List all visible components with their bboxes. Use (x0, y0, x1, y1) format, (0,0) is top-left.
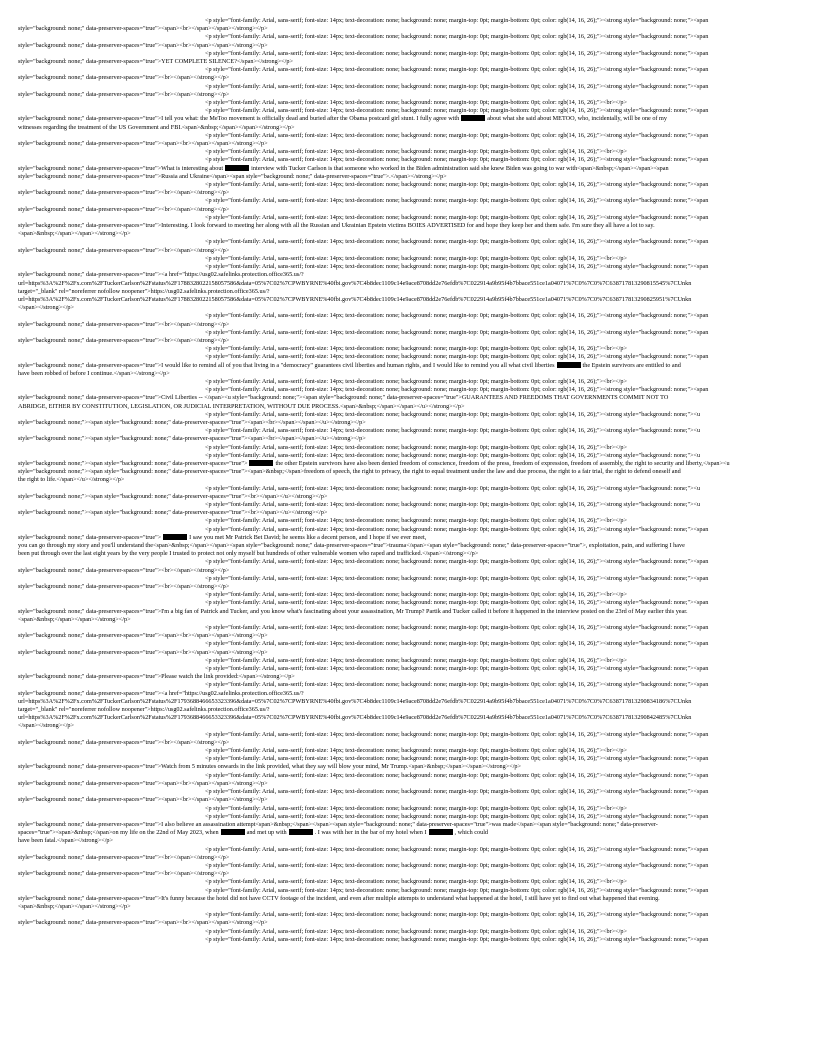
line-text: <p style="font-family: Arial, sans-serif; font-size: 14px; text-decoration: none; background: none; margin-top: 0pt; margin-bottom: 0pt; color: rgb(14, 16, 26);"><br></p> (205, 927, 627, 935)
redaction-bar (163, 534, 187, 540)
line-text: </span></strong></p> (18, 304, 74, 312)
line-text: <p style="font-family: Arial, sans-serif; font-size: 14px; text-decoration: none; background: none; margin-top: 0pt; margin-bottom: 0pt; color: rgb(14, 16, 26);"><strong style="background: none;"><u (205, 451, 701, 459)
document-line (18, 17, 806, 25)
line-text: <p style="font-family: Arial, sans-serif; font-size: 14px; text-decoration: none; background: none; margin-top: 0pt; margin-bottom: 0pt; color: rgb(14, 16, 26);"><strong style="background: none;"><span (205, 861, 709, 869)
document-line (18, 583, 806, 591)
line-text: <p style="font-family: Arial, sans-serif; font-size: 14px; text-decoration: none; background: none; margin-top: 0pt; margin-bottom: 0pt; color: rgb(14, 16, 26);"><strong style="background: none;"><span (205, 665, 709, 673)
document-line (18, 394, 806, 402)
line-text: style="background: none;" data-preserver-spaces="true">I tell you what: the MeToo movement is officially dead and buried after the Obama postcard girl stunt. I fully agree with (18, 115, 460, 123)
document-line (18, 124, 806, 132)
line-text: <p style="font-family: Arial, sans-serif; font-size: 14px; text-decoration: none; background: none; margin-top: 0pt; margin-bottom: 0pt; color: rgb(14, 16, 26);"><br></p> (205, 377, 627, 385)
document-line (18, 50, 806, 58)
document-line (18, 509, 806, 517)
document-line (18, 821, 806, 829)
redaction-bar (249, 460, 273, 466)
document-line (18, 731, 806, 739)
document-line (18, 599, 806, 607)
line-text: style="background: none;" data-preserver-spaces="true">Civil Liberties -- </span><u style="background: none;"><span style="background: none;" data-preserver-spaces="true">GUARANTEES AND FREEDOMS THAT GOVERNMENTS COMMIT NOT TO (18, 394, 669, 402)
line-text: <p style="font-family: Arial, sans-serif; font-size: 14px; text-decoration: none; background: none; margin-top: 0pt; margin-bottom: 0pt; color: rgb(14, 16, 26);"><strong style="background: none;"><span (205, 755, 709, 763)
line-text: <p style="font-family: Arial, sans-serif; font-size: 14px; text-decoration: none; background: none; margin-top: 0pt; margin-bottom: 0pt; color: rgb(14, 16, 26);"><strong style="background: none;"><span (205, 131, 709, 139)
line-text: <p style="font-family: Arial, sans-serif; font-size: 14px; text-decoration: none; background: none; margin-top: 0pt; margin-bottom: 0pt; color: rgb(14, 16, 26);"><br></p> (205, 148, 627, 156)
line-text-continued: about what she said about METOO, who, incidentally, will be one of my (487, 115, 667, 123)
document-line (18, 493, 806, 501)
document-line (18, 681, 806, 689)
document-line (18, 173, 806, 181)
line-text: style="background: none;" data-preserver-spaces="true"><span><br></span></span></strong></p> (18, 41, 268, 49)
document-line (18, 353, 806, 361)
document-line (18, 99, 806, 107)
line-text: <p style="font-family: Arial, sans-serif; font-size: 14px; text-decoration: none; background: none; margin-top: 0pt; margin-bottom: 0pt; color: rgb(14, 16, 26);"><br></p> (205, 591, 627, 599)
line-text: <p style="font-family: Arial, sans-serif; font-size: 14px; text-decoration: none; background: none; margin-top: 0pt; margin-bottom: 0pt; color: rgb(14, 16, 26);"><strong style="background: none;"><span (205, 181, 709, 189)
line-text: <p style="font-family: Arial, sans-serif; font-size: 14px; text-decoration: none; background: none; margin-top: 0pt; margin-bottom: 0pt; color: rgb(14, 16, 26);"><strong style="background: none;"><span (205, 525, 709, 533)
document-line (18, 107, 806, 115)
redaction-bar (225, 165, 249, 171)
line-text: <p style="font-family: Arial, sans-serif; font-size: 14px; text-decoration: none; background: none; margin-top: 0pt; margin-bottom: 0pt; color: rgb(14, 16, 26);"><strong style="background: none;"><span (205, 66, 709, 74)
document-line (18, 772, 806, 780)
document-line (18, 263, 806, 271)
document-line (18, 132, 806, 140)
document-line (18, 444, 806, 452)
document-line (18, 271, 806, 279)
line-text: <p style="font-family: Arial, sans-serif; font-size: 14px; text-decoration: none; background: none; margin-top: 0pt; margin-bottom: 0pt; color: rgb(14, 16, 26);"><strong style="background: none;"><span (205, 788, 709, 796)
line-text: style="background: none;" data-preserver-spaces="true"><br></span></strong></p> (18, 320, 230, 328)
line-text-continued: , which could (454, 829, 489, 837)
line-text: <p style="font-family: Arial, sans-serif; font-size: 14px; text-decoration: none; background: none; margin-top: 0pt; margin-bottom: 0pt; color: rgb(14, 16, 26);"><br></p> (205, 656, 627, 664)
line-text: <p style="font-family: Arial, sans-serif; font-size: 14px; text-decoration: none; background: none; margin-top: 0pt; margin-bottom: 0pt; color: rgb(14, 16, 26);"><strong style="background: none;"><span (205, 197, 709, 205)
document-line (18, 403, 806, 411)
line-text: style="background: none;" data-preserver-spaces="true"><br></span></strong></p> (18, 189, 230, 197)
document-line (18, 714, 806, 722)
line-text: url=https%3A%2F%2Fx.com%2FTuckerCarlson%2Fstatus%2F1788328022158057586&data=05%7C02%7CPWBYRNE%40fbi.gov%7C4b8dec1109c14e9ace8708dd2e76efdb%7C022914a9b95f4b7bbace551ce1a04071%7C0%7C0%7C638717813290815545%7CUnkn (18, 279, 692, 287)
document-line (18, 936, 806, 944)
document-line (18, 74, 806, 82)
document-line (18, 337, 806, 345)
line-text: <p style="font-family: Arial, sans-serif; font-size: 14px; text-decoration: none; background: none; margin-top: 0pt; margin-bottom: 0pt; color: rgb(14, 16, 26);"><strong style="background: none;"><span (205, 328, 709, 336)
document-line (18, 895, 806, 903)
document-line (18, 829, 806, 837)
line-text: style="background: none;" data-preserver-spaces="true"><span><br></span></span></strong></p> (18, 648, 268, 656)
document-line (18, 427, 806, 435)
line-text: style="background: none;" data-preserver-spaces="true">YET COMPLETE SILENCE?</span></strong></p> (18, 58, 293, 66)
line-text: style="background: none;" data-preserver-spaces="true"><br></span></strong></p> (18, 566, 230, 574)
line-text: style="background: none;"><span style="background: none;" data-preserver-spaces="true"><span><br></span></span></u></strong></p> (18, 418, 366, 426)
document-line (18, 722, 806, 730)
document-line (18, 419, 806, 427)
document-line (18, 476, 806, 484)
document-line (18, 288, 806, 296)
document-line (18, 312, 806, 320)
line-text-continued: interview with Tucker Carlson is that someone who worked in the Biden administration said she knew Biden was going to war with<span>&nbsp;</span></span><span (251, 164, 669, 172)
document-line (18, 485, 806, 493)
document-line (18, 140, 806, 148)
line-text: <p style="font-family: Arial, sans-serif; font-size: 14px; text-decoration: none; background: none; margin-top: 0pt; margin-bottom: 0pt; color: rgb(14, 16, 26);"><br></p> (205, 747, 627, 755)
document-line (18, 501, 806, 509)
document-line (18, 189, 806, 197)
document-line (18, 640, 806, 648)
line-text: <p style="font-family: Arial, sans-serif; font-size: 14px; text-decoration: none; background: none; margin-top: 0pt; margin-bottom: 0pt; color: rgb(14, 16, 26);"><strong style="background: none;"><span (205, 17, 709, 24)
document-line (18, 411, 806, 419)
line-text: style="background: none;" data-preserver-spaces="true"><br></span></strong></p> (18, 246, 230, 254)
document-line (18, 238, 806, 246)
line-text: style="background: none;" data-preserver-spaces="true">I would like to remind all of you that living in a "democracy" guarantees civil liberties and human rights, and I would like to remind you all what civil liberties (18, 361, 555, 369)
line-text: style="background: none;"><span style="background: none;" data-preserver-spaces="true"><span><br></span></span></u></strong></p> (18, 435, 366, 443)
document-line (18, 854, 806, 862)
document-line (18, 345, 806, 353)
line-text: <p style="font-family: Arial, sans-serif; font-size: 14px; text-decoration: none; background: none; margin-top: 0pt; margin-bottom: 0pt; color: rgb(14, 16, 26);"><strong style="background: none;"><span (205, 82, 709, 90)
line-text: style="background: none;" data-preserver-spaces="true"><span><br></span></span></strong></p> (18, 632, 268, 640)
line-text-continued: the Epstein survivors are entitled to and (582, 361, 681, 369)
document-line (18, 115, 806, 123)
document-line (18, 280, 806, 288)
document-line (18, 567, 806, 575)
document-line (18, 25, 806, 33)
document-line (18, 837, 806, 845)
line-text: style="background: none;" data-preserver-spaces="true"><br></span></strong></p> (18, 74, 230, 82)
line-text: <p style="font-family: Arial, sans-serif; font-size: 14px; text-decoration: none; background: none; margin-top: 0pt; margin-bottom: 0pt; color: rgb(14, 16, 26);"><strong style="background: none;"><span (205, 33, 709, 41)
line-text: <p style="font-family: Arial, sans-serif; font-size: 14px; text-decoration: none; background: none; margin-top: 0pt; margin-bottom: 0pt; color: rgb(14, 16, 26);"><strong style="background: none;"><u (205, 427, 701, 435)
line-text: style="background: none;" data-preserver-spaces="true"><br></span></strong></p> (18, 336, 230, 344)
document-line (18, 378, 806, 386)
document-line (18, 534, 806, 542)
line-text: <p style="font-family: Arial, sans-serif; font-size: 14px; text-decoration: none; background: none; margin-top: 0pt; margin-bottom: 0pt; color: rgb(14, 16, 26);"><strong style="background: none;"><span (205, 574, 709, 582)
line-text: <p style="font-family: Arial, sans-serif; font-size: 14px; text-decoration: none; background: none; margin-top: 0pt; margin-bottom: 0pt; color: rgb(14, 16, 26);"><strong style="background: none;"><span (205, 730, 709, 738)
source-text-body (18, 17, 806, 944)
line-text: <p style="font-family: Arial, sans-serif; font-size: 14px; text-decoration: none; background: none; margin-top: 0pt; margin-bottom: 0pt; color: rgb(14, 16, 26);"><strong style="background: none;"><span (205, 156, 709, 164)
document-line (18, 91, 806, 99)
document-line (18, 304, 806, 312)
line-text: <p style="font-family: Arial, sans-serif; font-size: 14px; text-decoration: none; background: none; margin-top: 0pt; margin-bottom: 0pt; color: rgb(14, 16, 26);"><strong style="background: none;"><span (205, 886, 709, 894)
document-line (18, 813, 806, 821)
line-text: <p style="font-family: Arial, sans-serif; font-size: 14px; text-decoration: none; background: none; margin-top: 0pt; margin-bottom: 0pt; color: rgb(14, 16, 26);"><br></p> (205, 804, 627, 812)
line-text: <p style="font-family: Arial, sans-serif; font-size: 14px; text-decoration: none; background: none; margin-top: 0pt; margin-bottom: 0pt; color: rgb(14, 16, 26);"><br></p> (205, 345, 627, 353)
line-text: style="background: none;" data-preserver-spaces="true"><br></span></strong></p> (18, 870, 230, 878)
line-text: style="background: none;" data-preserver-spaces="true"><span><br></span></span></strong></p> (18, 25, 268, 33)
document-line (18, 542, 806, 550)
document-line (18, 673, 806, 681)
line-text-continued: the other Epstein survivors have also been denied freedom of conscience, freedom of the press, freedom of expression, freedom of assembly, the right to security and liberty,</span><u (275, 459, 730, 467)
document-line (18, 222, 806, 230)
line-text: been put through over the last eight years by the very people I trusted to protect not only myself but hundreds of other vulnerable women who raped and trafficked.</span></strong></p> (18, 550, 479, 558)
line-text: <p style="font-family: Arial, sans-serif; font-size: 14px; text-decoration: none; background: none; margin-top: 0pt; margin-bottom: 0pt; color: rgb(14, 16, 26);"><strong style="background: none;"><u (205, 410, 701, 418)
line-text: <span>&nbsp;</span></span></strong></p> (18, 230, 131, 238)
document-line (18, 460, 806, 468)
line-text: <p style="font-family: Arial, sans-serif; font-size: 14px; text-decoration: none; background: none; margin-top: 0pt; margin-bottom: 0pt; color: rgb(14, 16, 26);"><strong style="background: none;"><span (205, 558, 709, 566)
line-text: <p style="font-family: Arial, sans-serif; font-size: 14px; text-decoration: none; background: none; margin-top: 0pt; margin-bottom: 0pt; color: rgb(14, 16, 26);"><br></p> (205, 517, 627, 525)
document-line (18, 83, 806, 91)
line-text: <p style="font-family: Arial, sans-serif; font-size: 14px; text-decoration: none; background: none; margin-top: 0pt; margin-bottom: 0pt; color: rgb(14, 16, 26);"><strong style="background: none;"><span (205, 238, 709, 246)
line-text: <p style="font-family: Arial, sans-serif; font-size: 14px; text-decoration: none; background: none; margin-top: 0pt; margin-bottom: 0pt; color: rgb(14, 16, 26);"><strong style="background: none;"><span (205, 312, 709, 320)
line-text: url=https%3A%2F%2Fx.com%2FTuckerCarlson%2Fstatus%2F1793688466653323396&data=05%7C02%7CPWBYRNE%40fbi.gov%7C4b8dec1109c14e9ace8708dd2e76efdb%7C022914a9b95f4b7bbace551ce1a04071%7C0%7C0%7C638717813290842485%7CUnkn (18, 714, 692, 722)
document-line (18, 870, 806, 878)
document-line (18, 805, 806, 813)
document-line (18, 370, 806, 378)
line-text: style="background: none;" data-preserver-spaces="true"><br></span></strong></p> (18, 90, 230, 98)
line-text: <p style="font-family: Arial, sans-serif; font-size: 14px; text-decoration: none; background: none; margin-top: 0pt; margin-bottom: 0pt; color: rgb(14, 16, 26);"><br></p> (205, 99, 627, 107)
line-text: style="background: none;" data-preserver-spaces="true"><a href="https://usg02.safelinks.protection.office365.us/? (18, 689, 304, 697)
line-text: <p style="font-family: Arial, sans-serif; font-size: 14px; text-decoration: none; background: none; margin-top: 0pt; margin-bottom: 0pt; color: rgb(14, 16, 26);"><strong style="background: none;"><span (205, 681, 709, 689)
line-text: <p style="font-family: Arial, sans-serif; font-size: 14px; text-decoration: none; background: none; margin-top: 0pt; margin-bottom: 0pt; color: rgb(14, 16, 26);"><strong style="background: none;"><span (205, 599, 709, 607)
document-line (18, 862, 806, 870)
document-line (18, 632, 806, 640)
line-text: style="background: none;" data-preserver-spaces="true"><span><br></span></span></strong></p> (18, 919, 268, 927)
line-text: style="background: none;"><span style="background: none;" data-preserver-spaces="true"> (18, 459, 248, 467)
document-line (18, 788, 806, 796)
line-text: have been robbed of before I continue.</span></strong></p> (18, 369, 170, 377)
document-line (18, 780, 806, 788)
document-line (18, 690, 806, 698)
line-text: <span>&nbsp;</span></span></strong></p> (18, 902, 131, 910)
line-text-continued: I saw you met Mr Patrick Bet David; he seems like a decent person, and I hope if we ever meet, (189, 533, 427, 541)
line-text: <p style="font-family: Arial, sans-serif; font-size: 14px; text-decoration: none; background: none; margin-top: 0pt; margin-bottom: 0pt; color: rgb(14, 16, 26);"><strong style="background: none;"><span (205, 263, 709, 271)
document-line (18, 919, 806, 927)
document-line (18, 763, 806, 771)
document-line (18, 903, 806, 911)
line-text: style="background: none;" data-preserver-spaces="true">Interesting. I look forward to meeting her along with all the Russian and Ukrainian Epstein victims BOIES ADVERTISED for and hope they keep her and them safe. I'm sure they all have a lot to say. (18, 222, 655, 230)
line-text: style="background: none;" data-preserver-spaces="true"><span><br></span></span></strong></p> (18, 779, 268, 787)
document-line (18, 911, 806, 919)
document-line (18, 526, 806, 534)
document-line (18, 33, 806, 41)
document-line (18, 386, 806, 394)
line-text: style="background: none;"><span style="background: none;" data-preserver-spaces="true"><br></span></u></strong></p> (18, 492, 328, 500)
document-line (18, 706, 806, 714)
line-text: <p style="font-family: Arial, sans-serif; font-size: 14px; text-decoration: none; background: none; margin-top: 0pt; margin-bottom: 0pt; color: rgb(14, 16, 26);"><strong style="background: none;"><span (205, 771, 709, 779)
document-line (18, 846, 806, 854)
document-line (18, 698, 806, 706)
document-line (18, 296, 806, 304)
line-text: url=https%3A%2F%2Fx.com%2FTuckerCarlson%2Fstatus%2F1793688466653323396&data=05%7C02%7CPWBYRNE%40fbi.gov%7C4b8dec1109c14e9ace8708dd2e76efdb%7C022914a9b95f4b7bbace551ce1a04071%7C0%7C0%7C638717813290834186%7CUnkn (18, 697, 692, 705)
redaction-bar (221, 829, 245, 835)
line-text: spaces="true"><span>&nbsp;</span>on my life on the 22nd of May 2023, when (18, 829, 219, 837)
line-text: <p style="font-family: Arial, sans-serif; font-size: 14px; text-decoration: none; background: none; margin-top: 0pt; margin-bottom: 0pt; color: rgb(14, 16, 26);"><br></p> (205, 443, 627, 451)
document-line (18, 156, 806, 164)
document-line (18, 591, 806, 599)
document-line (18, 887, 806, 895)
document-line (18, 181, 806, 189)
document-line (18, 230, 806, 238)
line-text: have been fatal.</span></strong></p> (18, 837, 113, 845)
line-text: style="background: none;" data-preserver-spaces="true"><br></span></strong></p> (18, 583, 230, 591)
line-text: style="background: none;" data-preserver-spaces="true"><span><br></span></span></strong></p> (18, 796, 268, 804)
line-text-continued: . I was with her in the bar of my hotel when I (314, 829, 427, 837)
document-line (18, 657, 806, 665)
document-line (18, 58, 806, 66)
document-line (18, 362, 806, 370)
line-text: the right to life.</span></u></strong></p> (18, 476, 125, 484)
line-text: style="background: none;" data-preserver-spaces="true">Watch from 5 minutes onwards in the link provided, what they say will blow your mind, Mr Trump.<span>&nbsp;</span></span></strong></p> (18, 763, 522, 771)
line-text: style="background: none;" data-preserver-spaces="true"><a href="https://usg02.safelinks.protection.office365.us/? (18, 271, 304, 279)
document-line (18, 42, 806, 50)
redaction-bar (289, 829, 313, 835)
document-line (18, 616, 806, 624)
line-text: target="_blank" rel="noreferrer nofollow noopener">https://usg02.safelinks.protection.office365.us/? (18, 706, 270, 714)
document-line (18, 517, 806, 525)
line-text: <p style="font-family: Arial, sans-serif; font-size: 14px; text-decoration: none; background: none; margin-top: 0pt; margin-bottom: 0pt; color: rgb(14, 16, 26);"><strong style="background: none;"><span (205, 49, 709, 57)
document-line (18, 452, 806, 460)
document-line (18, 214, 806, 222)
document-line (18, 608, 806, 616)
document-line (18, 755, 806, 763)
document-line (18, 329, 806, 337)
line-text: <p style="font-family: Arial, sans-serif; font-size: 14px; text-decoration: none; background: none; margin-top: 0pt; margin-bottom: 0pt; color: rgb(14, 16, 26);"><strong style="background: none;"><span (205, 845, 709, 853)
line-text: style="background: none;" data-preserver-spaces="true">Please watch the link provided:</span></strong></p> (18, 673, 295, 681)
line-text: style="background: none;" data-preserver-spaces="true"><br></span></strong></p> (18, 205, 230, 213)
document-line (18, 255, 806, 263)
line-text: style="background: none;" data-preserver-spaces="true">Russia and Ukraine</span><span style="background: none;" data-preserver-spaces="true">.</span></strong></p> (18, 172, 447, 180)
document-line (18, 197, 806, 205)
line-text: <p style="font-family: Arial, sans-serif; font-size: 14px; text-decoration: none; background: none; margin-top: 0pt; margin-bottom: 0pt; color: rgb(14, 16, 26);"><strong style="background: none;"><span (205, 935, 709, 943)
document-line (18, 247, 806, 255)
document-line (18, 796, 806, 804)
line-text: witnesses regarding the treatment of the US Government and FBI.<span>&nbsp;</span></span></strong></p> (18, 123, 295, 131)
line-text: </span></strong></p> (18, 722, 74, 730)
line-text: style="background: none;"><span style="background: none;" data-preserver-spaces="true"><br></span></u></strong></p> (18, 509, 328, 517)
document-line (18, 649, 806, 657)
line-text: <p style="font-family: Arial, sans-serif; font-size: 14px; text-decoration: none; background: none; margin-top: 0pt; margin-bottom: 0pt; color: rgb(14, 16, 26);"><strong style="background: none;"><u (205, 500, 701, 508)
redaction-bar (429, 829, 453, 835)
line-text-continued: and met up with (246, 829, 287, 837)
line-text: <p style="font-family: Arial, sans-serif; font-size: 14px; text-decoration: none; background: none; margin-top: 0pt; margin-bottom: 0pt; color: rgb(14, 16, 26);"><strong style="background: none;"><span (205, 812, 709, 820)
line-text: you can go through my story and you'll understand the<span>&nbsp;</span></span><span style="background: none;" data-preserver-spaces="true">trauma</span><span style="background: none;" data-preserver-spaces="true">, exploitation, pain, and suffering I have (18, 542, 685, 549)
document-line (18, 165, 806, 173)
line-text: url=https%3A%2F%2Fx.com%2FTuckerCarlson%2Fstatus%2F1788328022158057586&data=05%7C02%7CPWBYRNE%40fbi.gov%7C4b8dec1109c14e9ace8708dd2e76efdb%7C022914a9b95f4b7bbace551ce1a04071%7C0%7C0%7C638717813290825951%7CUnkn (18, 295, 692, 303)
line-text: style="background: none;" data-preserver-spaces="true">I'm a big fan of Patrick and Tucker, and you know what's fascinating about your assassination, Mr Trump? Partik and Tucker called it before it happened in the interview posted on the 23rd of May earlier this year. (18, 607, 688, 615)
line-text: style="background: none;" data-preserver-spaces="true">I also believe an assassination attempt<span>&nbsp;</span></span><span style="background: none;" data-preserver-spaces="true">was made</span><span style="background: none;" data-preserver- (18, 820, 658, 828)
line-text: <p style="font-family: Arial, sans-serif; font-size: 14px; text-decoration: none; background: none; margin-top: 0pt; margin-bottom: 0pt; color: rgb(14, 16, 26);"><strong style="background: none;"><span (205, 213, 709, 221)
line-text: style="background: none;"><span style="background: none;" data-preserver-spaces="true"><span>&nbsp;</span>freedom of speech, the right to privacy, the right to equal treatment under the law and due process, the right to a fair trial, the right to defend oneself and (18, 468, 681, 476)
document-line (18, 747, 806, 755)
document-line (18, 435, 806, 443)
document-line (18, 928, 806, 936)
line-text: <p style="font-family: Arial, sans-serif; font-size: 14px; text-decoration: none; background: none; margin-top: 0pt; margin-bottom: 0pt; color: rgb(14, 16, 26);"><br></p> (205, 878, 627, 886)
line-text: <p style="font-family: Arial, sans-serif; font-size: 14px; text-decoration: none; background: none; margin-top: 0pt; margin-bottom: 0pt; color: rgb(14, 16, 26);"><strong style="background: none;"><u (205, 484, 701, 492)
document-line (18, 665, 806, 673)
document-line (18, 558, 806, 566)
document-line (18, 575, 806, 583)
line-text: <p style="font-family: Arial, sans-serif; font-size: 14px; text-decoration: none; background: none; margin-top: 0pt; margin-bottom: 0pt; color: rgb(14, 16, 26);"><strong style="background: none;"><span (205, 386, 709, 394)
line-text: <span>&nbsp;</span></span></strong></p> (18, 615, 131, 623)
document-line (18, 66, 806, 74)
line-text: <p style="font-family: Arial, sans-serif; font-size: 14px; text-decoration: none; background: none; margin-top: 0pt; margin-bottom: 0pt; color: rgb(14, 16, 26);"><strong style="background: none;"><span (205, 911, 709, 919)
line-text: <p style="font-family: Arial, sans-serif; font-size: 14px; text-decoration: none; background: none; margin-top: 0pt; margin-bottom: 0pt; color: rgb(14, 16, 26);"><strong style="background: none;"><span (205, 353, 709, 361)
redaction-bar (461, 115, 485, 121)
line-text: <p style="font-family: Arial, sans-serif; font-size: 14px; text-decoration: none; background: none; margin-top: 0pt; margin-bottom: 0pt; color: rgb(14, 16, 26);"><strong style="background: none;"><span (205, 640, 709, 648)
line-text: <p style="font-family: Arial, sans-serif; font-size: 14px; text-decoration: none; background: none; margin-top: 0pt; margin-bottom: 0pt; color: rgb(14, 16, 26);"><strong style="background: none;"><span (205, 107, 709, 115)
line-text: style="background: none;" data-preserver-spaces="true"><br></span></strong></p> (18, 738, 230, 746)
document-line (18, 148, 806, 156)
line-text: style="background: none;" data-preserver-spaces="true">What is interesting about (18, 164, 224, 172)
line-text: style="background: none;" data-preserver-spaces="true"><br></span></strong></p> (18, 853, 230, 861)
redaction-bar (557, 362, 581, 368)
document-line (18, 624, 806, 632)
line-text: target="_blank" rel="noreferrer nofollow noopener">https://usg02.safelinks.protection.office365.us/? (18, 287, 270, 295)
line-text: <p style="font-family: Arial, sans-serif; font-size: 14px; text-decoration: none; background: none; margin-top: 0pt; margin-bottom: 0pt; color: rgb(14, 16, 26);"><br></p> (205, 254, 627, 262)
line-text: ABRIDGE, EITHER BY CONSTITUTION, LEGISLATION, OR JUDICIAL INTERPRETATION, WITHOUT DUE PROCESS.<span>&nbsp;</span></span></u></strong></p> (18, 402, 465, 410)
document-line (18, 468, 806, 476)
line-text: style="background: none;" data-preserver-spaces="true"> (18, 533, 162, 541)
document-line (18, 321, 806, 329)
line-text: style="background: none;" data-preserver-spaces="true">It's funny because the hotel did not have CCTV footage of the incident, and even after multiple attempts to understand what happened at the hotel, I still have yet to find out what happened that evening. (18, 894, 660, 902)
document-line (18, 739, 806, 747)
document-line (18, 550, 806, 558)
document-line (18, 206, 806, 214)
document-line (18, 878, 806, 886)
line-text: <p style="font-family: Arial, sans-serif; font-size: 14px; text-decoration: none; background: none; margin-top: 0pt; margin-bottom: 0pt; color: rgb(14, 16, 26);"><strong style="background: none;"><span (205, 624, 709, 632)
line-text: style="background: none;" data-preserver-spaces="true"><span><br></span></span></strong></p> (18, 140, 268, 148)
